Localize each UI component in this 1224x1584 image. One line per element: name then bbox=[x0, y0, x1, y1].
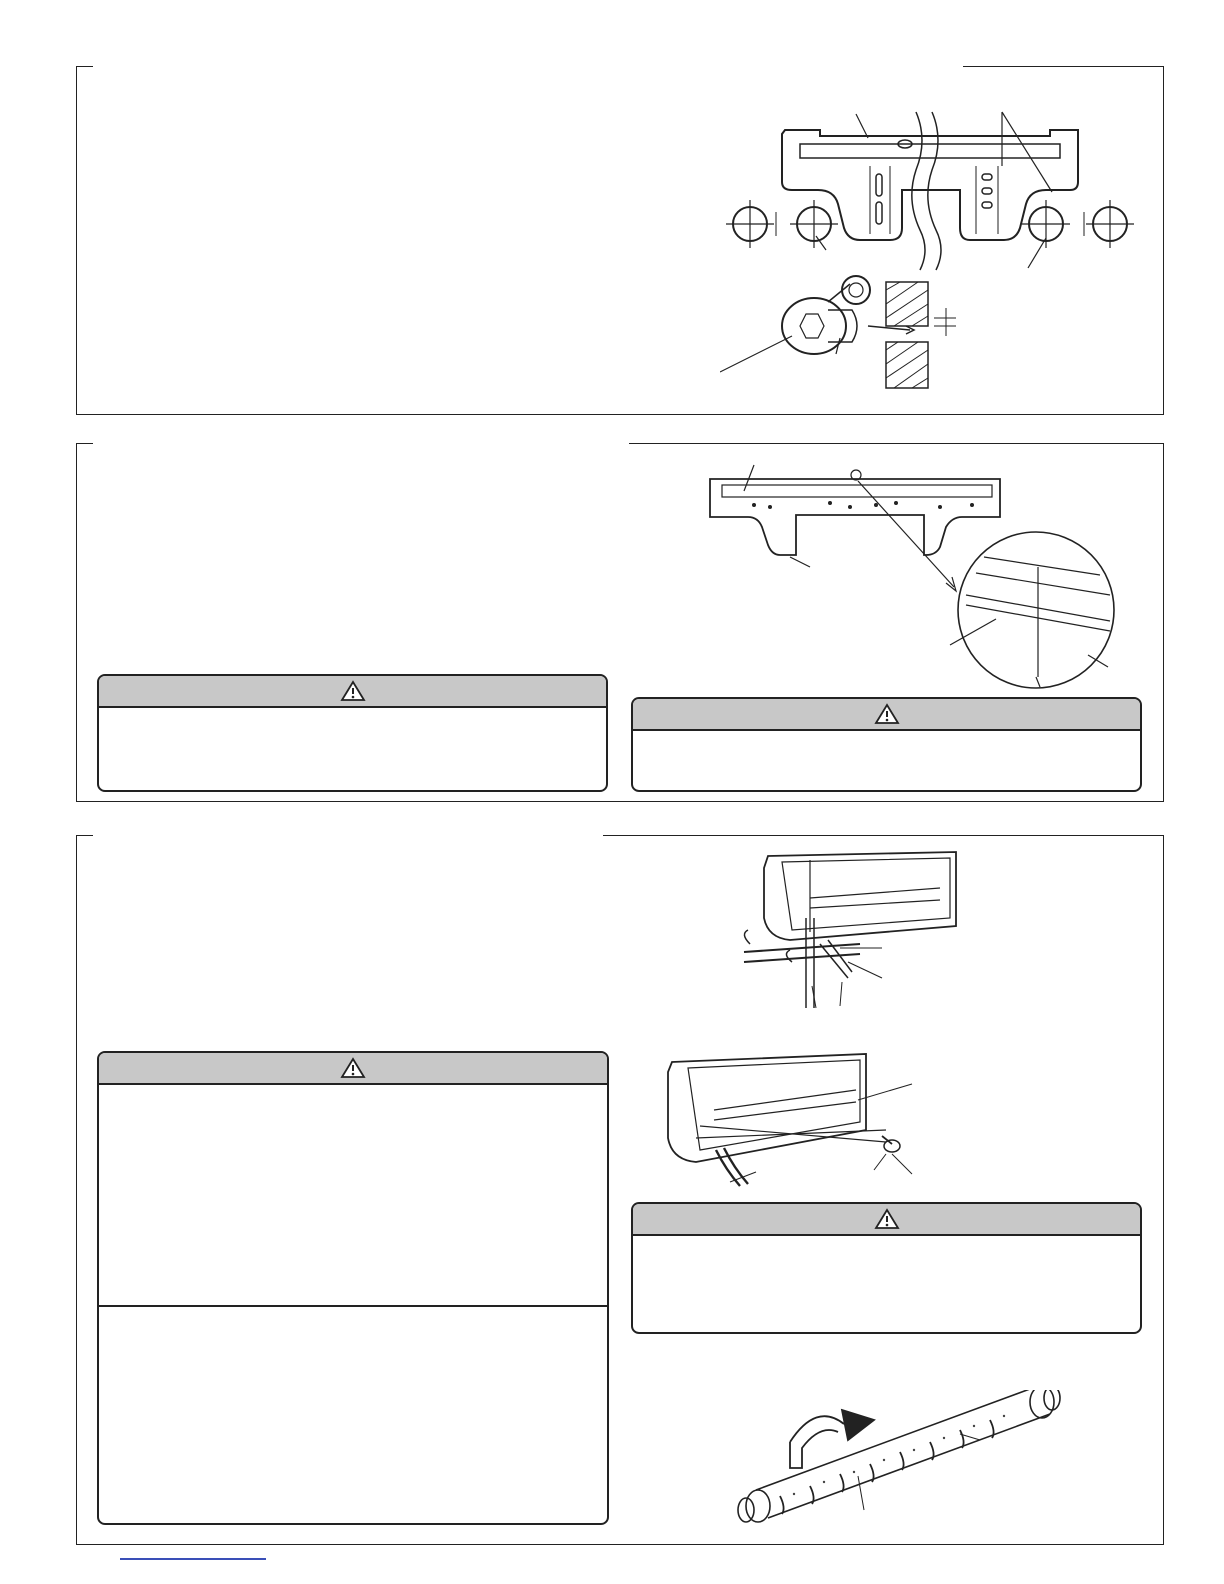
warning-triangle-icon bbox=[874, 1208, 900, 1230]
warning-triangle-icon bbox=[874, 703, 900, 725]
plate-screw-diagram bbox=[700, 455, 1120, 695]
caution-header bbox=[99, 676, 606, 708]
insulation-pipe-diagram bbox=[720, 1390, 1070, 1535]
warning-triangle-icon bbox=[340, 1057, 366, 1079]
warning-triangle-icon bbox=[340, 680, 366, 702]
caution-header bbox=[99, 1053, 607, 1085]
caution-header bbox=[633, 699, 1140, 731]
caution-box bbox=[97, 674, 608, 792]
link-underline[interactable] bbox=[120, 1558, 266, 1560]
indoor-unit-piping-diagram bbox=[730, 848, 990, 1013]
caution-box bbox=[631, 697, 1142, 792]
caution-box bbox=[631, 1202, 1142, 1334]
caution-box bbox=[97, 1051, 609, 1525]
mounting-plate-diagram bbox=[720, 100, 1150, 395]
caution-header bbox=[633, 1204, 1140, 1236]
indoor-unit-drain-diagram bbox=[660, 1050, 950, 1195]
caution-divider bbox=[99, 1305, 607, 1307]
